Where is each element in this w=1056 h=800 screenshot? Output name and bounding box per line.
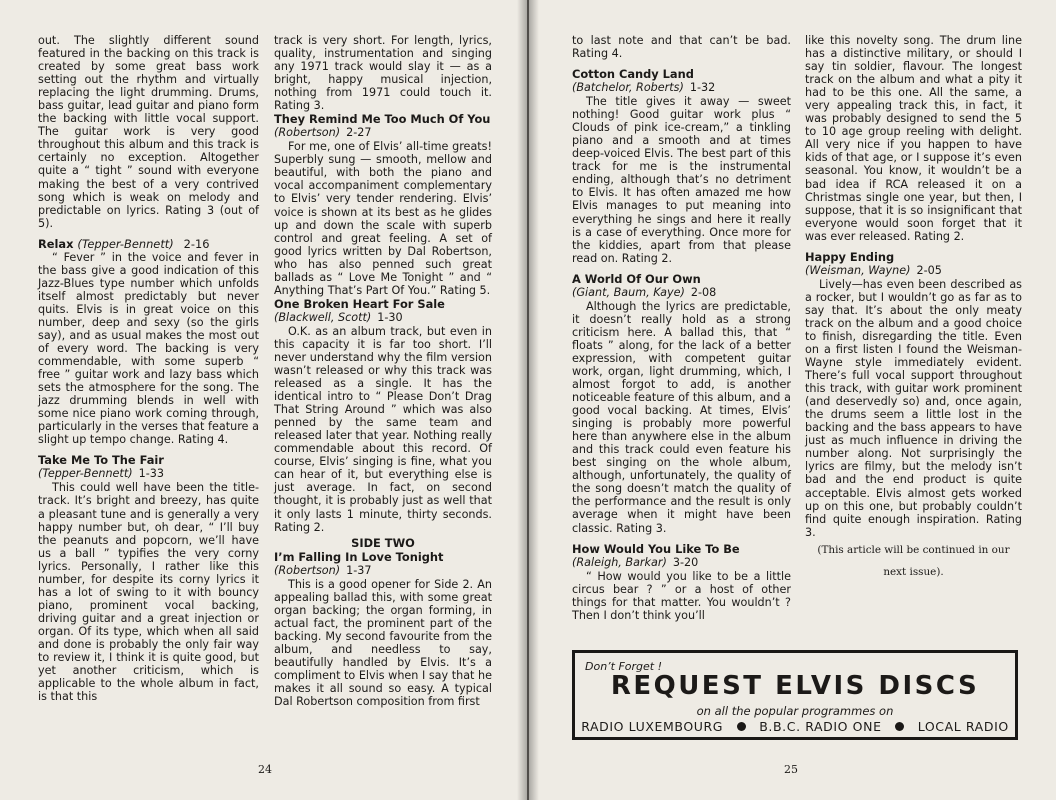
station-bbc-radio-one: B.B.C. RADIO ONE: [759, 719, 882, 734]
station-radio-luxembourg: RADIO LUXEMBOURG: [581, 719, 724, 734]
track-credit: (Robertson) 1-37: [274, 563, 372, 577]
column-2: [805, 34, 1022, 583]
page-number: 24: [258, 763, 272, 776]
ad-dont-forget: Don’t Forget !: [585, 660, 663, 673]
track-credit: (Batchelor, Roberts) 1-32: [572, 81, 716, 95]
paragraph: For me, one of Elvis’ all-time greats! Superbly sung — smooth, mellow and beautiful, with both the piano and vocal accompaniment complementary to Elvis’ very tender rendering. Elvis’ voice is shown at its best as he glides up and down the scale with superb control and great feeling. A set of good lyrics written by Dal Robertson, who has also penned such great ballads as “ Love Me Tonight ” and “ Anything That’s Part Of You.” Rating 5.: [274, 140, 492, 297]
ad-stations: [575, 719, 1015, 734]
track-heading-happy-ending: Happy Ending: [805, 249, 895, 264]
page-number: 25: [784, 763, 798, 776]
column-2: [274, 34, 492, 708]
paragraph: This is a good opener for Side 2. An appealing ballad this, with some great organ backing; the organ forming, in actual fact, the prominent part of the backing. My second favourite from the album, and needless to say, beautifully handled by Elvis. It’s a compliment to Elvis when I say that he makes it all sound so easy. A typical Dal Robertson composition from first: [274, 577, 492, 709]
bullet-icon: [895, 722, 904, 731]
track-heading-they-remind-me: They Remind Me Too Much Of You: [274, 112, 491, 127]
paragraph: “ Fever ” in the voice and fever in the bass give a good indication of this Jazz-Blues type number which unfolds itself almost predictably but never quits. Elvis is in great voice on this number, deep and sexy (so the girls say), and as usual makes the most out of every word. The backing is very commendable, with some superb “ free ” guitar work and lazy bass which sets the atmosphere for the song. The jazz drumming blends in well with some nice piano work coming through, particularly in the verses that feature a slight up tempo change. Rating 4.: [38, 250, 259, 447]
paragraph: like this novelty song. The drum line has a distinctive military, or should I say tin soldier, flavour. The longest track on the album and what a pity it had to be this one. All the same, a very appealing track this, in fact, it was probably designed to send the 5 to 10 age group reeling with delight. All very nice if you happen to have kids of that age, or I suppose it’s even seasonal. You know, it wouldn’t be a bad idea if RCA released it on a Christmas single one year, but then, I suppose, that it is so insignificant that everyone would soon forget that it was ever released. Rating 2.: [805, 34, 1022, 243]
station-local-radio: LOCAL RADIO: [917, 719, 1009, 734]
side-two-heading: SIDE TWO: [351, 535, 415, 550]
paragraph: Although the lyrics are predictable, it doesn’t really hold as a strong criticism here. A ballad this, that “ floats ” along, for the lack of a better expression, with competent guitar work, organ, light drumming, which, I almost forgot to add, is another noticeable feature of this album, and a good vocal backing. At times, Elvis’ singing is probably more powerful here than anywhere else in the album and this track could even feature his best singing on the whole album, although, unfortunately, the quality of the song doesn’t match the quality of the performance and the result is only average when it might have been classic. Rating 3.: [572, 299, 791, 535]
track-heading-one-broken-heart: One Broken Heart For Sale: [274, 296, 445, 311]
track-heading-relax: Relax (Tepper-Bennett) 2-16: [38, 236, 210, 251]
track-heading-how-would-you-like-to-be: How Would You Like To Be: [572, 541, 740, 556]
column-1: [572, 34, 791, 622]
track-heading-falling-in-love: I’m Falling In Love Tonight: [274, 549, 444, 564]
paragraph: O.K. as an album track, but even in this capacity it is far too short. I’ll never understand why the film version wasn’t released or why this track was released as a single. It has the identical intro to “ Please Don’t Drag That String Around ” which was also penned by the same team and released later that year. Nothing really commendable about this record. Of course, Elvis’ singing is fine, what you can hear of it, but everything else is just average. In fact, on second thought, it is probably just as well that it only lasts 1 minute, thirty seconds. Rating 2.: [274, 324, 492, 534]
track-credit: (Giant, Baum, Kaye) 2-08: [572, 285, 717, 299]
track-credit: (Robertson) 2-27: [274, 126, 372, 140]
ad-headline: REQUEST ELVIS DISCS: [610, 671, 980, 701]
continued-note: (This article will be continued in our next issue).: [817, 543, 1010, 578]
paragraph: The title gives it away — sweet nothing! Good guitar work plus “ Clouds of pink ice-cream,” a tinkling piano and a smooth and at times deep-voiced Elvis. The best part of this track for me is the instrumental ending, although that’s no detriment to Elvis. It has often amazed me how Elvis manages to put meaning into everything he sings and here it really is a case of everything. Once more for the kiddies, apart from that please read on. Rating 2.: [572, 95, 791, 265]
column-1: [38, 34, 259, 703]
paragraph: “ How would you like to be a little circus bear ? ” or a host of other things for that matter. You wouldn’t ? Then I don’t think you’ll: [572, 569, 791, 622]
request-elvis-discs-ad: [572, 650, 1018, 740]
track-credit: (Tepper-Bennett) 1-33: [38, 467, 164, 481]
track-credit: (Blackwell, Scott) 1-30: [274, 310, 403, 324]
paragraph: track is very short. For length, lyrics, quality, instrumentation and singing any 1971 track would slay it — as a bright, happy musical injection, nothing from 1971 could touch it. Rating 3.: [274, 34, 492, 113]
paragraph: out. The slightly different sound featured in the backing on this track is created by some great bass work setting out the rhythm and virtually replacing the light drumming. Drums, bass guitar, lead guitar and piano form the backing with little vocal support. The guitar work is very good throughout this album and this track is certainly no exception. Altogether quite a “ tight ” sound with everyone making the best of a very contrived song which is weak on melody and predictable on lyrics. Rating 3 (out of 5).: [38, 34, 259, 230]
paragraph: Lively—has even been described as a rocker, but I wouldn’t go as far as to say that. It’s about the only meaty track on the album and a good choice to finish, disregarding the title. Even on a first listen I found the Weisman-Wayne style immediately evident. There’s full vocal support throughout this track, with guitar work prominent (and deservedly so) and, once again, the drums seem a little lost in the backing and the bass appears to have just as much influence in driving the number along. Not surprisingly the lyrics are filmy, but the melody isn’t bad and the end product is quite acceptable. Elvis almost gets worked up on this one, but probably couldn’t find quite enough inspiration. Rating 3.: [805, 277, 1022, 539]
paragraph: This could well have been the title-track. It’s bright and breezy, has quite a pleasant tune and is generally a very happy number but, oh dear, “ I’ll buy the peanuts and popcorn, we’ll have us a ball ” typifies the very corny lyrics. Personally, I rather like this number, for despite its corny lyrics it has a lot of swing to it with bouncy piano, prominent vocal backing, driving guitar and a great injection or organ. Of its type, which when all said and done is probably the only fair way to review it, I think it is quite good, but yet another criticism, which is applicable to the whole album in fact, is that this: [38, 481, 259, 704]
track-heading-cotton-candy-land: Cotton Candy Land: [572, 67, 694, 82]
page-24: [0, 0, 527, 800]
track-credit: (Weisman, Wayne) 2-05: [805, 263, 942, 277]
track-heading-take-me-to-the-fair: Take Me To The Fair: [38, 453, 164, 468]
paragraph: to last note and that can’t be bad. Rating 4.: [572, 34, 791, 61]
bullet-icon: [737, 722, 746, 731]
ad-subline: on all the popular programmes on: [696, 704, 894, 718]
track-heading-a-world-of-our-own: A World Of Our Own: [572, 271, 701, 286]
track-credit: (Raleigh, Barkar) 3-20: [572, 555, 699, 569]
